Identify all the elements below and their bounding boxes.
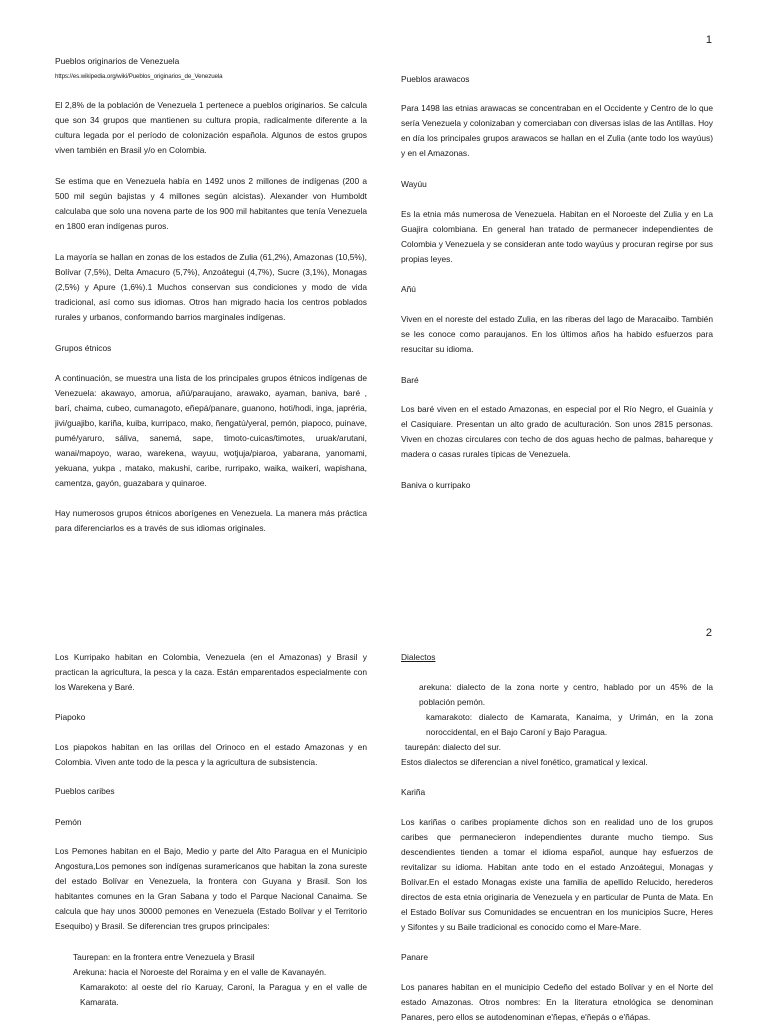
heading-panare: Panare — [401, 952, 429, 962]
heading-pemon: Pemón — [55, 817, 82, 827]
languages-paragraph: Hay numerosos grupos étnicos aborígenes en Venezuela. La manera más práctica para diferenciarlos es a través de sus idiomas originales. — [55, 508, 367, 533]
dialects-note: Estos dialectos se diferencian a nivel fonético, gramatical y lexical. — [401, 757, 648, 767]
history-paragraph: Se estima que en Venezuela había en 1492 unos 2 millones de indígenas (200 a 500 mil según bajistas y 4 millones según alcistas). Alexander von Humboldt calculaba que solo una novena parte de los 900 mil habitantes que tenía Venezuela en 1800 eran indígenas puros. — [55, 176, 367, 231]
heading-dialectos: Dialectos — [401, 652, 436, 662]
page-number: 2 — [705, 627, 712, 639]
heading-pueblos-caribes: Pueblos caribes — [55, 786, 115, 796]
group-arekuna: Arekuna: hacia el Noroeste del Roraima y en el valle de Kavanayén. — [73, 967, 327, 977]
page-number: 1 — [705, 34, 712, 46]
panare-paragraph: Los panares habitan en el municipio Cedeño del estado Bolívar y en el Norte del estado Amazonas. Otros nombres: En la literatura etnológica se denominan Panares, pero ellos se autodenominan e'ñepas, e'ñepás o e'ñápas. — [401, 982, 713, 1022]
heading-pueblos-arawacos: Pueblos arawacos — [401, 74, 470, 84]
source-link[interactable]: https://es.wikipedia.org/wiki/Pueblos_originarios_de_Venezuela — [55, 73, 223, 80]
intro-paragraph: El 2,8% de la población de Venezuela 1 pertenece a pueblos originarios. Se calcula que son 34 grupos que mantienen su cultura propia, radicalmente diferente a la cultura legada por el período de colonización española. Algunos de estos grupos viven también en Brasil y/o en Colombia. — [55, 100, 367, 155]
heading-baniva: Baniva o kurripako — [401, 480, 471, 490]
heading-anu: Añú — [401, 284, 416, 294]
wayuu-paragraph: Es la etnia más numerosa de Venezuela. Habitan en el Noroeste del Zulia y en La Guajira colombiana. En general han tratado de permanecer independientes de Colombia y Venezuela y se consideran ante todo wayúus y procuran regirse por sus propias leyes. — [401, 209, 713, 264]
page-2 — [0, 612, 768, 1024]
piapoko-paragraph: Los piapokos habitan en las orillas del Orinoco en el estado Amazonas y en Colombia. Viven ante todo de la pesca y la agricultura de subsistencia. — [55, 742, 367, 767]
pemon-paragraph: Los Pemones habitan en el Bajo, Medio y parte del Alto Paragua en el Municipio Angostura,Los pemones son indígenas suramericanos que habitan la zona sureste del estado Bolívar en Venezuela, la frontera con Guyana y Brasil. Son los habitantes comunes en la Gran Sabana y todo el Parque Nacional Canaima. Se calcula que hay unos 30000 pemones en Venezuela (Estado Bolívar y el Territorio Esequibo) y Brasil. Se diferencian tres grupos principales: — [55, 846, 367, 931]
distribution-paragraph: La mayoría se hallan en zonas de los estados de Zulia (61,2%), Amazonas (10,5%), Bolívar (7,5%), Delta Amacuro (5,7%), Anzoátegui (4,7%), Sucre (3,1%), Monagas (2,5%) y Apure (1,6%).1 Muchos conservan sus condiciones y modo de vida tradicional, así como sus idiomas. Otros han migrado hacia los centros poblados rurales y urbanos, conformando barrios marginales indígenas. — [55, 252, 367, 322]
heading-karina: Kariña — [401, 787, 426, 797]
dialect-arekuna: arekuna: dialecto de la zona norte y centro, hablado por un 45% de la población pemón. — [419, 682, 713, 707]
group-kamarakoto: Kamarakoto: al oeste del río Karuay, Caroní, la Paragua y en el valle de Kamarata. — [80, 982, 367, 1007]
document-title: Pueblos originarios de Venezuela — [55, 56, 180, 66]
heading-grupos-etnicos: Grupos étnicos — [55, 343, 112, 353]
karina-paragraph: Los kariñas o caribes propiamente dichos son en realidad uno de los grupos caribes que permanecieron independientes durante mucho tiempo. Sus descendientes tienden a tomar el idioma español, aunque hay esfuerzos de revitalizar su idioma. Habitan ante todo en el estado Anzoátegui, Monagas y Bolívar.En el estado Monagas existe una familia de apellido Relucido, herederos directos de esta etnia originaria de Venezuela y en particular de Punta de Mata. En el Estado Bolívar sus Comunidades se encuentran en los municipios Sucre, Heres y Sifontes y su Baile tradicional es conocido como el Mare-Mare. — [401, 817, 713, 932]
dialect-kamarakoto: kamarakoto: dialecto de Kamarata, Kanaima, y Urimán, en la zona noroccidental, en el Bajo Caroní y Bajo Paragua. — [426, 712, 713, 737]
ethnic-groups-list: A continuación, se muestra una lista de los principales grupos étnicos indígenas de Venezuela: akawayo, amorua, añú/paraujano, arawako, ayaman, baniva, baré , barí, chaima, cubeo, cumanagoto, eñepá/panare, guanono, hoti/hodi, inga, japréria, jivi/guajibo, kariña, kuiba, kurripaco, mako, ñengatú/yeral, pemón, piapoco, puinave, pumé/yaruro, sáliva, sanemá, sape, timoto-cuicas/timotes, uruak/arutani, wanai/mapoyo, warao, warekena, wayuu, wotjuja/piaroa, yabarana, yanomami, yekuana, yukpa , matako, makushi, caribe, rurripako, waika, waikerí, wapishana, camentza, gayón, guazabara y quinaroe. — [55, 373, 367, 488]
anu-paragraph: Viven en el noreste del estado Zulia, en las riberas del lago de Maracaibo. También se les conoce como paraujanos. En los últimos años ha habido esfuerzos para resucitar su idioma. — [401, 314, 713, 354]
dialect-taurepan: taurepán: dialecto del sur. — [405, 742, 501, 752]
kurripako-paragraph: Los Kurripako habitan en Colombia, Venezuela (en el Amazonas) y Brasil y practican la agricultura, la pesca y la caza. Están emparentados especialmente con los Warekena y Baré. — [55, 652, 367, 692]
bare-paragraph: Los baré viven en el estado Amazonas, en especial por el Río Negro, el Guainía y el Casiquiare. Presentan un alto grado de aculturación. Son unos 2815 personas. Viven en chozas circulares con techo de dos aguas hecho de palmas, bahareque y madera o casas rurales típicas de Venezuela. — [401, 404, 713, 459]
heading-bare: Baré — [401, 375, 419, 385]
heading-wayuu: Wayúu — [401, 179, 427, 189]
heading-piapoko: Piapoko — [55, 712, 86, 722]
arawacos-paragraph: Para 1498 las etnias arawacas se concentraban en el Occidente y Centro de lo que sería Venezuela y colonizaban y comerciaban con diversas islas de las Antillas. Hoy en día los principales grupos arawacos se hallan en el Zulia (ante todo los wayúus) y en el Amazonas. — [401, 103, 713, 158]
group-taurepan: Taurepan: en la frontera entre Venezuela y Brasil — [73, 952, 255, 962]
